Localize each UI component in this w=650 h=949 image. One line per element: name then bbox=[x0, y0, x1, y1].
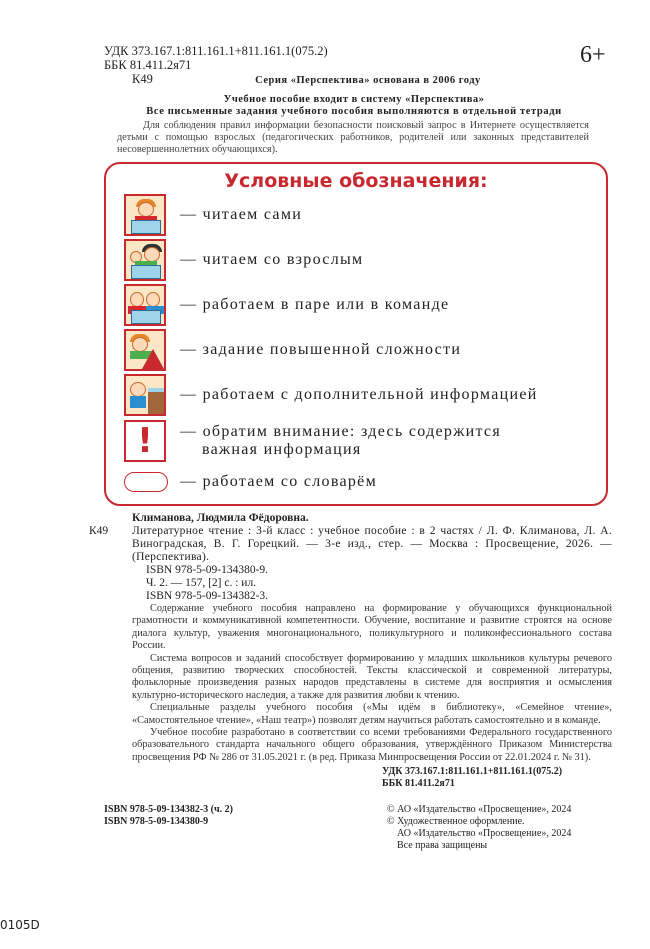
copyright-publisher: © АО «Издательство «Просвещение», 2024 bbox=[387, 804, 572, 816]
written-tasks-note: Все письменные задания учебного пособия выполняются в отдельной тетради bbox=[146, 106, 562, 117]
legend-label: — читаем сами bbox=[180, 206, 303, 223]
legend-item bbox=[124, 239, 363, 281]
bib-part: Ч. 2. — 157, [2] с. : ил. bbox=[146, 577, 257, 589]
annotation-paragraph: Учебное пособие разработано в соответствии со всеми требованиями Федерального государственного образовательного стандарта начального общего образования, утверждённого Приказом Министерства просвещения РФ № 286 от 31.05.2021 г. (в ред. Приказа Минпросвещения России от 22.01.2024 г. № 31). bbox=[132, 727, 612, 763]
exclamation-icon: ! bbox=[124, 420, 166, 462]
footer-isbn-part: ISBN 978-5-09-134382-3 (ч. 2) bbox=[104, 804, 233, 816]
copyright-design: © Художественное оформление. bbox=[387, 816, 525, 828]
author-mark: К49 bbox=[132, 72, 153, 86]
pair-work-icon bbox=[124, 284, 166, 326]
bib-description: Литературное чтение : 3-й класс : учебное пособие : в 2 частях / Л. Ф. Климанова, Л. А. Виноградская, В. Г. Горецкий. — 3-е изд., стер. — Москва : Просвещение, 2026. — (Перспектива). bbox=[132, 525, 612, 563]
books-info-icon bbox=[124, 374, 166, 416]
legend-item bbox=[124, 284, 449, 326]
bib-mark: К49 bbox=[89, 525, 109, 537]
annotation-paragraph: Специальные разделы учебного пособия («Мы идём в библиотеку», «Семейное чтение», «Самостоятельное чтение», «Наш театр») позволят детям научиться работать самостоятельно и в команде. bbox=[132, 702, 612, 726]
page-code: 0105D bbox=[0, 918, 40, 932]
legend-label: — работаем в паре или в команде bbox=[180, 296, 450, 313]
series-note: Серия «Перспектива» основана в 2006 году bbox=[255, 75, 481, 86]
legend-label: — обратим внимание: здесь содержится важная информация bbox=[180, 423, 501, 458]
rights-reserved: Все права защищены bbox=[397, 840, 488, 852]
legend-title: Условные обозначения: bbox=[224, 170, 488, 192]
bbk-code: ББК 81.411.2я71 bbox=[104, 58, 192, 72]
bibliographic-record bbox=[89, 512, 612, 852]
copyright-design-publisher: АО «Издательство «Просвещение», 2024 bbox=[397, 828, 572, 840]
system-note: Учебное пособие входит в систему «Перспектива» bbox=[223, 93, 485, 105]
header bbox=[104, 44, 604, 156]
legend-item bbox=[124, 472, 377, 492]
bib-bbk: ББК 81.411.2я71 bbox=[382, 778, 455, 790]
legend-label: — читаем со взрослым bbox=[180, 251, 364, 268]
legend-item bbox=[124, 194, 302, 236]
legend-item bbox=[124, 420, 501, 462]
legend-label: — работаем со словарём bbox=[180, 473, 378, 490]
footer-isbn-full: ISBN 978-5-09-134380-9 bbox=[104, 816, 209, 828]
udk-code: УДК 373.167.1:811.161.1+811.161.1(075.2) bbox=[104, 44, 328, 58]
reading-with-adult-icon bbox=[124, 239, 166, 281]
annotation-paragraph: Система вопросов и заданий способствует формированию у младших школьников культуры речевого общения, развитию творческих способностей. Тексты классической и современной литературы, фольклорные произведения разных народов представлены в системе для восприятия и осмысления культурно-исторического наследия, а также для развития любви к чтению. bbox=[132, 652, 612, 701]
bib-isbn-part: ISBN 978-5-09-134382-3. bbox=[146, 590, 269, 602]
legend-label: — работаем с дополнительной информацией bbox=[180, 386, 538, 403]
legend-box bbox=[104, 162, 608, 506]
child-reading-icon bbox=[124, 194, 166, 236]
legend-label: — задание повышенной сложности bbox=[180, 341, 462, 358]
internet-notice: Для соблюдения правил информации безопасности поисковый запрос в Интернете осуществляется детьми с помощью взрослых (педагогических работников, родителей или законных представителей несовершеннолетних обучающихся). bbox=[117, 119, 589, 156]
annotation bbox=[132, 603, 612, 764]
bib-author: Климанова, Людмила Фёдоровна. bbox=[132, 512, 309, 524]
bib-udk: УДК 373.167.1:811.161.1+811.161.1(075.2) bbox=[382, 766, 563, 778]
warning-difficult-icon bbox=[124, 329, 166, 371]
legend-item bbox=[124, 329, 461, 371]
dictionary-oval-icon bbox=[124, 472, 168, 492]
footer bbox=[89, 804, 612, 852]
age-rating: 6+ bbox=[580, 42, 606, 68]
bib-isbn-full: ISBN 978-5-09-134380-9. bbox=[146, 564, 269, 576]
legend-item bbox=[124, 374, 538, 416]
annotation-paragraph: Содержание учебного пособия направлено на формирование у обучающихся функциональной грамотности и коммуникативной компетентности. Обучение, воспитание и развитие строятся на основе диалога культур, уважения многонационального, поликультурного и поликонфессионального состава России. bbox=[132, 603, 612, 652]
